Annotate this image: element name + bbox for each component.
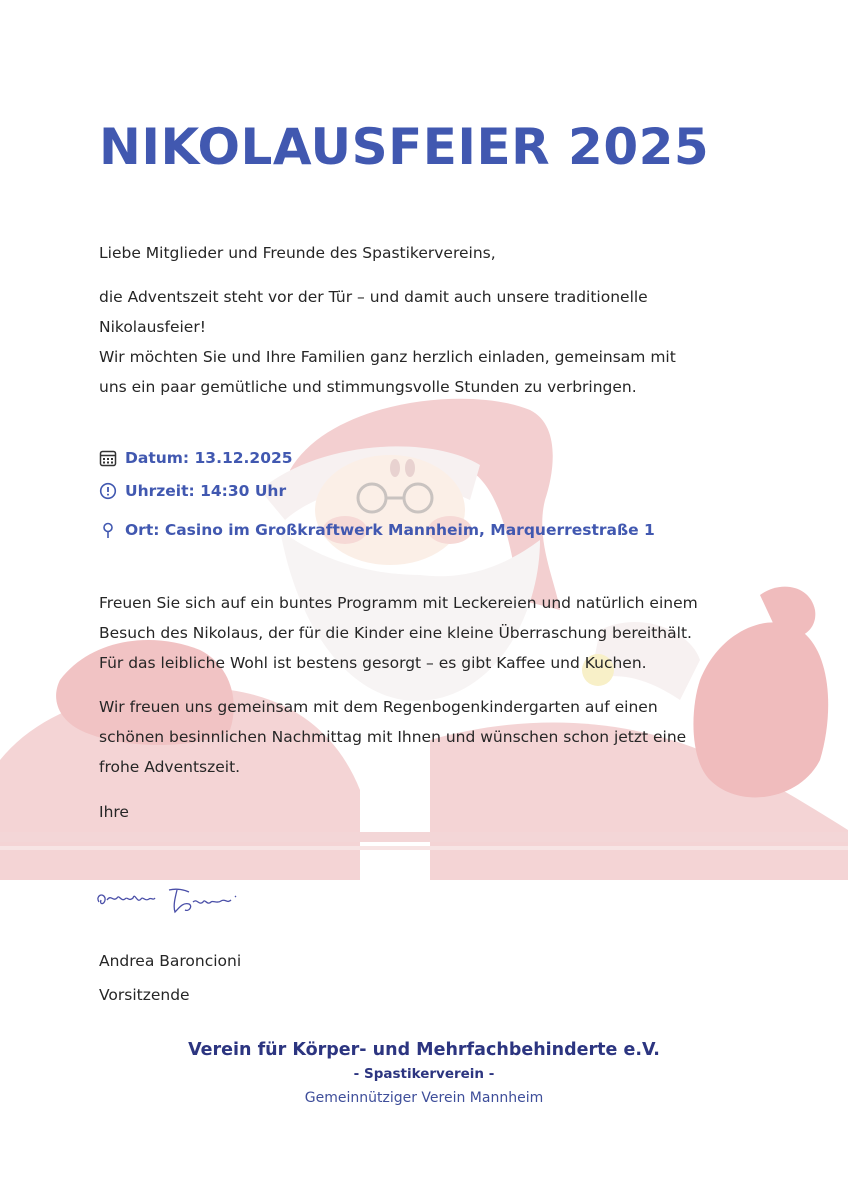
signer-name: Andrea Baroncioni <box>99 952 242 970</box>
page-title: NIKOLAUSFEIER 2025 <box>99 118 710 176</box>
intro-paragraph <box>99 282 779 402</box>
event-time <box>99 482 286 500</box>
sign-off: Ihre <box>99 803 129 821</box>
event-location <box>99 521 655 539</box>
closing-line: frohe Adventszeit. <box>99 758 241 776</box>
event-location-text: Ort: Casino im Großkraftwerk Mannheim, Marquerrestraße 1 <box>125 521 655 539</box>
program-paragraph <box>99 588 779 678</box>
closing-line: schönen besinnlichen Nachmittag mit Ihnen und wünschen schon jetzt eine <box>99 728 687 746</box>
program-line: Freuen Sie sich auf ein buntes Programm mit Leckereien und natürlich einem <box>99 594 698 612</box>
intro-line: Wir möchten Sie und Ihre Familien ganz herzlich einladen, gemeinsam mit <box>99 348 676 366</box>
clock-icon <box>99 482 117 500</box>
footer-association-name: Verein für Körper- und Mehrfachbehinderte e.V. <box>188 1040 660 1060</box>
location-pin-icon <box>99 521 117 539</box>
event-time-text: Uhrzeit: 14:30 Uhr <box>125 482 287 500</box>
event-date <box>99 449 293 467</box>
footer-subtitle: - Spastikerverein - <box>353 1066 495 1082</box>
calendar-icon <box>99 449 117 467</box>
intro-line: die Adventszeit steht vor der Tür – und damit auch unsere traditionelle <box>99 288 648 306</box>
intro-line: Nikolausfeier! <box>99 318 206 336</box>
event-date-text: Datum: 13.12.2025 <box>125 449 293 467</box>
program-line: Für das leibliche Wohl ist bestens gesorgt – es gibt Kaffee und Kuchen. <box>99 654 647 672</box>
program-line: Besuch des Nikolaus, der für die Kinder eine kleine Überraschung bereithält. <box>99 624 692 642</box>
intro-line: uns ein paar gemütliche und stimmungsvolle Stunden zu verbringen. <box>99 378 637 396</box>
closing-paragraph <box>99 692 779 782</box>
footer-organization: Gemeinnütziger Verein Mannheim <box>304 1090 544 1106</box>
closing-line: Wir freuen uns gemeinsam mit dem Regenbogenkindergarten auf einen <box>99 698 658 716</box>
handwritten-signature <box>93 882 253 920</box>
greeting: Liebe Mitglieder und Freunde des Spastikervereins, <box>99 244 496 262</box>
signer-role: Vorsitzende <box>99 986 190 1004</box>
